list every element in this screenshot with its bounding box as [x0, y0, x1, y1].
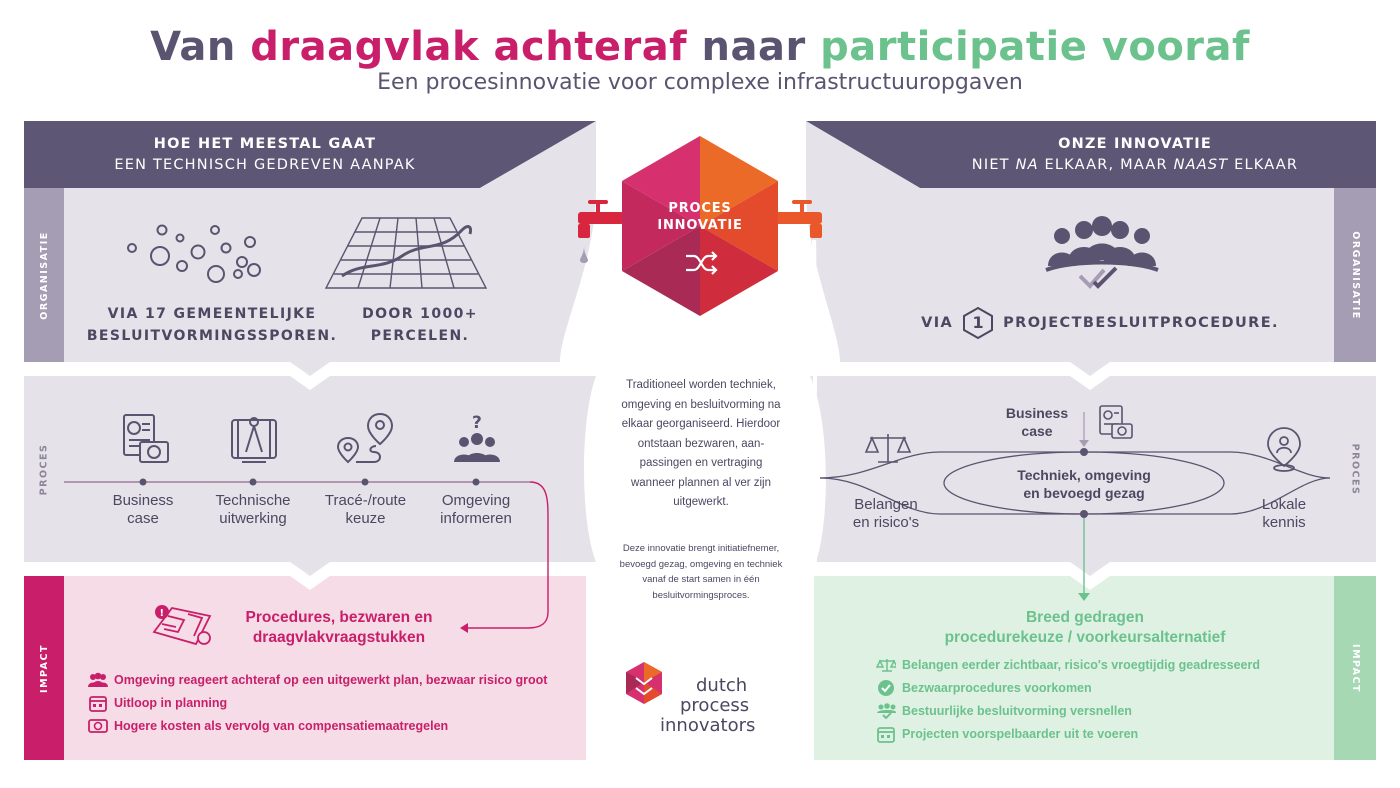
- right-impact-item-4: Projecten voorspelbaarder uit te voeren: [876, 725, 1138, 743]
- people-check-icon: [876, 702, 896, 720]
- maze-warning-icon: [148, 602, 220, 648]
- left-proces-band: [24, 376, 596, 576]
- location-person-icon: [1264, 426, 1304, 472]
- bubbles-icon: [120, 218, 270, 290]
- left-side-organisatie: ORGANISATIE: [38, 230, 50, 320]
- right-header-line2: NIET NA ELKAAR, MAAR NAAST ELKAAR: [971, 157, 1299, 173]
- right-business-case-icon: [1098, 404, 1134, 440]
- right-business-case-label: Business case: [1005, 405, 1069, 439]
- left-impact-item-1: Omgeving reageert achteraf op een uitgewerkt plan, bezwaar risico groot: [88, 671, 547, 689]
- page-title: Van draagvlak achteraf naar participatie vooraf: [150, 24, 1250, 70]
- right-org-text: VIA 1 PROJECTBESLUITPROCEDURE.: [900, 306, 1300, 340]
- left-step-2: Technische uitwerking: [215, 492, 291, 527]
- logo-text: dutch process innovators: [660, 675, 756, 736]
- left-impact-title: Procedures, bezwaren en draagvlakvraagstukken: [245, 609, 433, 646]
- left-tap-icon: [578, 200, 624, 263]
- center-text-small: Deze innovatie brengt initiatiefnemer, bevoegd gezag, omgeving en techniek vanaf de start samen in één besluitvormingsproces.: [619, 543, 783, 601]
- left-header-line2: EEN TECHNISCH GEDREVEN AANPAK: [114, 157, 416, 173]
- right-tap-icon: [776, 200, 822, 238]
- left-step-3: Tracé-/route keuze: [324, 492, 407, 527]
- right-impact-item-2: Bezwaarprocedures voorkomen: [876, 679, 1092, 697]
- people-icon: [88, 671, 108, 689]
- left-org-item-2: DOOR 1000+ PERCELEN.: [362, 306, 478, 344]
- right-header-line1: ONZE INNOVATIE: [1058, 136, 1212, 152]
- page-subtitle: Een procesinnovatie voor complexe infrastructuuropgaven: [377, 70, 1023, 95]
- number-hexagon: 1: [961, 306, 995, 340]
- blueprint-icon: [226, 412, 282, 466]
- right-right-label: Lokale kennis: [1261, 496, 1307, 531]
- route-icon: [336, 410, 396, 468]
- right-left-label: Belangen en risico's: [852, 496, 920, 531]
- center-text-main: Traditioneel worden techniek, omgeving en besluitvorming na elkaar georganiseerd. Hierdoor ontstaan bezwaren, aan-passingen en vertraging wanneer plannen al ver zijn uitgewerkt.: [621, 379, 781, 508]
- scale-icon: [864, 430, 912, 466]
- right-side-organisatie: ORGANISATIE: [1349, 230, 1361, 320]
- scale-icon: [876, 656, 896, 674]
- people-question-icon: [450, 412, 504, 466]
- left-side-proces: PROCES: [38, 443, 50, 495]
- svg-text:?: ?: [472, 413, 482, 433]
- left-org-item-1: VIA 17 GEMEENTELIJKE BESLUITVORMINGSSPOREN.: [86, 306, 338, 344]
- right-impact-item-1: Belangen eerder zichtbaar, risico's vroegtijdig geadresseerd: [876, 656, 1260, 674]
- left-step-1: Business case: [112, 492, 174, 527]
- left-step-4: Omgeving informeren: [440, 492, 512, 527]
- group-meeting-icon: [1042, 214, 1162, 292]
- left-impact-item-2: Uitloop in planning: [88, 694, 227, 712]
- left-side-impact: IMPACT: [38, 643, 50, 693]
- right-impact-title: Breed gedragen procedurekeuze / voorkeursalternatief: [944, 609, 1226, 646]
- svg-text:!: !: [159, 608, 165, 619]
- right-header: [900, 134, 1370, 176]
- right-side-impact: IMPACT: [1349, 643, 1361, 693]
- money-icon: [88, 717, 108, 735]
- hexagon-label: PROCES INNOVATIE: [657, 201, 743, 233]
- right-side-proces: PROCES: [1349, 443, 1361, 495]
- left-header-line1: HOE HET MEESTAL GAAT: [153, 136, 377, 152]
- business-case-icon: [120, 412, 172, 466]
- check-circle-icon: [876, 679, 896, 697]
- parcels-grid-icon: [322, 212, 490, 294]
- right-impact-item-3: Bestuurlijke besluitvorming versnellen: [876, 702, 1132, 720]
- right-center-label: Techniek, omgeving en bevoegd gezag: [1017, 467, 1151, 501]
- left-header: [30, 134, 500, 176]
- left-impact-item-3: Hogere kosten als vervolg van compensatiemaatregelen: [88, 717, 448, 735]
- calendar-icon: [876, 725, 896, 743]
- calendar-icon: [88, 694, 108, 712]
